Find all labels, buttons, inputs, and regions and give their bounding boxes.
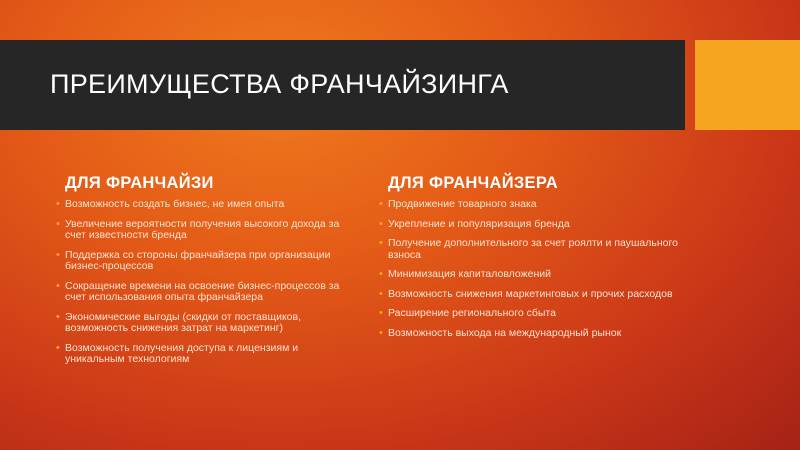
list-item: • Поддержка со стороны франчайзера при организации бизнес-процессов (65, 250, 355, 273)
franchisee-heading: ДЛЯ ФРАНЧАЙЗИ (65, 174, 214, 192)
accent-box (695, 40, 800, 130)
title-bar (0, 40, 685, 130)
franchisee-column (65, 174, 355, 374)
list-item: • Возможность выхода на международный рынок (388, 328, 688, 340)
list-item: • Продвижение товарного знака (388, 199, 688, 211)
list-item: • Возможность создать бизнес, не имея опыта (65, 199, 355, 211)
list-item: • Получение дополнительного за счет роялти и паушального взноса (388, 238, 688, 261)
slide-title: ПРЕИМУЩЕСТВА ФРАНЧАЙЗИНГА (50, 69, 509, 99)
list-item: • Сокращение времени на освоение бизнес-процессов за счет использования опыта франчайзера (65, 281, 355, 304)
franchisee-list (65, 199, 355, 366)
list-item: • Возможность снижения маркетинговых и прочих расходов (388, 289, 688, 301)
list-item: • Экономические выгоды (скидки от поставщиков, возможность снижения затрат на маркетинг) (65, 312, 355, 335)
franchisor-column (388, 174, 688, 347)
franchisor-heading: ДЛЯ ФРАНЧАЙЗЕРА (388, 174, 558, 192)
list-item: • Возможность получения доступа к лицензиям и уникальным технологиям (65, 343, 355, 366)
list-item: • Укрепление и популяризация бренда (388, 219, 688, 231)
list-item: • Минимизация капиталовложений (388, 269, 688, 281)
list-item: • Увеличение вероятности получения высокого дохода за счет известности бренда (65, 219, 355, 242)
franchisor-list (388, 199, 688, 339)
list-item: • Расширение регионального сбыта (388, 308, 688, 320)
